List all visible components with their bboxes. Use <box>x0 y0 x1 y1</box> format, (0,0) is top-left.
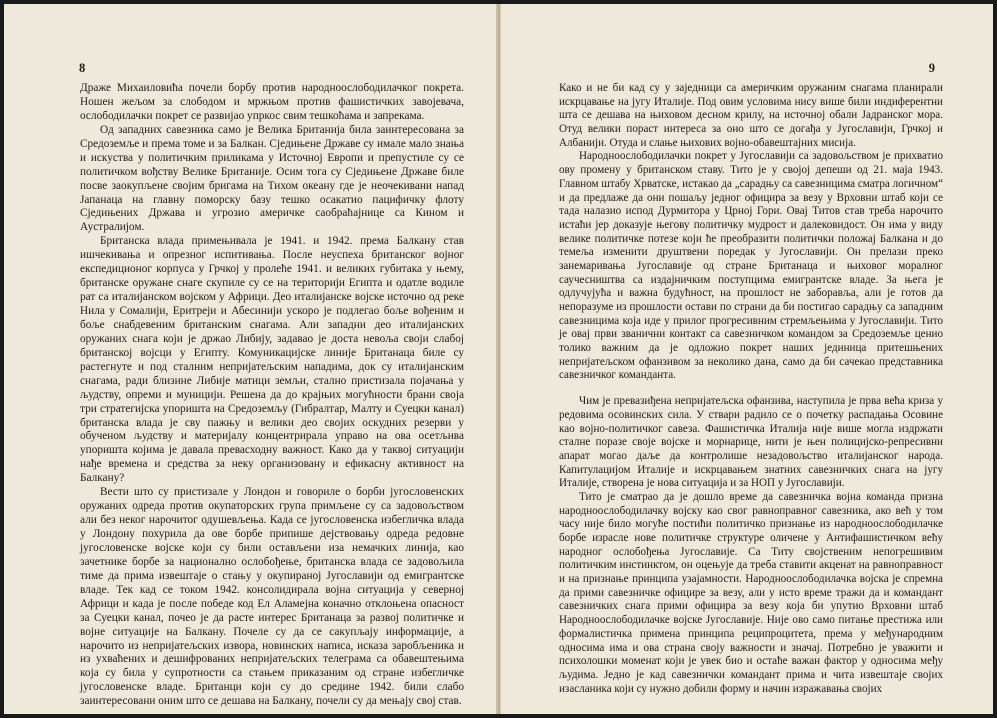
book-spread <box>4 4 993 714</box>
paragraph: Чим је превазиђена непријатељска офанзива, наступила је прва већа криза у редовима осовинских сила. У ствари радило се о почетку распадања Осовине као војно-политичког савеза. Фашистичка Италија није више могла издржати сталне поразе своје војске и морнарице, нити је њен полицијско-репресивни апарат могао даље да контролише незадовољство италијанског народа. Капитулацијом Италије и искрцавањем знатних савезничких снага на југу Италије, створена је нова ситуација и за НОП у Југославији. <box>559 395 943 490</box>
right-page <box>500 4 993 714</box>
paragraph: Како и не би кад су у заједници са америчким оружаним снагама планирали искрцавање на југу Италије. Под овим условима нису више били индиферентни шта се дешава на њиховом десном крилу, на источној обали Јадранског мора. Отуд велики пораст интереса за оно што се догађа у Југославији, Грчкој и Албанији. Отуда и слање њихових војно-обавештајних мисија. <box>559 82 943 149</box>
page-body <box>80 82 464 709</box>
paragraph: Вести што су пристизале у Лондон и говориле о борби југословенских оружаних одреда против окупаторских група примљене су са задовољством али без неког нарочитог одушевљења. Када се југословенска избегличка влада у Лондону похурила да ове борбе припише дејствовању одреда редовне југословенске војске који су били остављени иза немачких линија, као зачетнике борбе за национално ослобођење, британска влада се задовољила тиме да прима извештаје о стању у окупираној Југославији од емигрантске владе. Тек кад се током 1942. консолидирала војна ситуација у северној Африци и када је после победе код Ел Аламејна коначно отклоњена опасност за Суецки канал, почео је да расте интерес Британаца за развој политичке и војне ситуације на Балкану. Почеле су да се сакупљају информације, а нарочито из непријатељских извора, новинских написа, исказа заробљеника и из ухваћених и дешифрованих непријатељских телеграма са обавештењима која су била у супротности са стањем приказаним од стране избегличке југословенске владе. Британци који су до средине 1942. били слабо заинтересовани оним што се дешава на Балкану, почели су да мењају свој став. <box>80 486 464 708</box>
paragraph: Британска влада примењивала је 1941. и 1942. према Балкану став ишчекивања и опрезног испитивања. После неуспеха британског војног експедиционог корпуса у Грчкој у пролеће 1941. и великих губитака у њему, британске оружане снаге скупиле су се на територији Египта и одатле водиле рат са италијанском војском у Африци. Део италијанске војске источно од реке Нила у Сомалији, Еритреји и Абесинији ускоро је подлегао боље вођеним и боље снабдевеним британским снагама. Али западни део италијанских оружаних снага који је држао Либију, задавао је доста невоља своји слабој британској војсци у Египту. Комуникацијске линије Британаца биле су растегнуте и под сталним непријатељским нападима, док су италијанским снагама, ради близине Либије матици земљи, стално пристизала појачања у људству, опреми и муницији. Решена да до крајњих могућности брани своја три стратегијска упоришта на Средоземљу (Гибралтар, Малту и Суецки канал) британска влада је сву пажњу и велики део својих оскудних резерви у обученом људству и материјалу концентрирала управо на ова осетљива упоришта којима је давала превасходну важност. Како да у таквој ситуацији нађе времена и средства за неку организовану и ефикасну активност на Балкану? <box>80 235 464 485</box>
left-page <box>4 4 497 714</box>
paragraph: Од западних савезника само је Велика Британија била заинтересована за Средоземље и према томе и за Балкан. Сједињене Државе су имале мало знања и искуства у политичким приликама у Источној Европи и препустиле су се политичком вођству Велике Британије. Осим тога су Сједињене Државе биле посве заокупљене својим бригама на Тихом океану где је неочекивани напад Јапанаца на главну поморску базу тешко осакатио пацифичку флоту Сједињених Држава и угрозио америчке саобраћајнице са Кином и Аустралијом. <box>80 123 464 234</box>
paragraph: Тито је сматрао да је дошло време да савезничка војна команда призна народноослободилачку војску као свог равноправног савезника, ако већ у том часу није било могуће постићи политичко признање из народноослободилачке борбе израсле нове политичке структуре оличене у Антифашистичком већу народног ослобођења Југославије. Са Титу својственим непогрешивим политичким инстинктом, он оцењује да треба ставити акценат на равноправност и на признање принципа узајамности. Народноослободилачка војска је спремна да прими савезничке официре за везу, али у исто време тражи да и командант савезничких снага прими официра за везу која би упутио Врховни штаб Народноослободилачке војске Југославије. Није ово само питање престижа или формалистичка примена принципа реципроцитета, према у међународним односима има и ова страна своју важности и значај. Потребно је уважити и психолошки моменат који је увек био и остаће важан фактор у односима међу људима. Једно је кад савезнички командант прима и чита извештаје својих изасланика који су нужно добили форму и начин изражавања својих <box>559 490 943 695</box>
paragraph: Драже Михаиловића почели борбу против народноослободилачког покрета. Ношен жељом за слободом и мржњом против фашистичких завојевача, ослободилачки покрет се развијао упркос свим тешкоћама и запрекама. <box>80 82 464 122</box>
page-body <box>559 82 943 696</box>
page-number: 9 <box>928 61 935 75</box>
page-number: 8 <box>79 61 86 75</box>
paragraph: Народноослободилачки покрет у Југославији са задовољством је прихватио ову промену у британском ставу. Тито је у својој депеши од 21. маја 1943. Главном штабу Хрватске, истакао да „сарадњу са савезницима сматра логичном“ и да предлаже да они пошаљу једног официра за везу у Врховни штаб који се тада налазио испод Дурмитора у Црној Гори. Овај Титов став треба нарочито истаћи јер доказује његову политичку мудрост и далековидост. Он има у виду велике политичке потезе који ће преобразити политички положај Балкана и до темеља изменити друштвени поредак у Југославији. Он прелази преко занемаривања Југославије од стране Британаца и њиховог моралног саучесништва са издајничким поступцима емигрантске владе. За њега је одлучујућа и важна будућност, на прошлост не заборавља, али је готов да непоразуме из прошлости остави по страни да би постигао сарадњу са западним савезницима која иде у прилог прогресивним стремљењима у Југославији. Тито је овај први званични контакт са савезничком командом за Средоземље ценио толико важним да је одложио покрет наших јединица притешњених непријатељском офанзивом за неколико дана, само да би сачекао представника савезничког команданта. <box>559 150 943 382</box>
